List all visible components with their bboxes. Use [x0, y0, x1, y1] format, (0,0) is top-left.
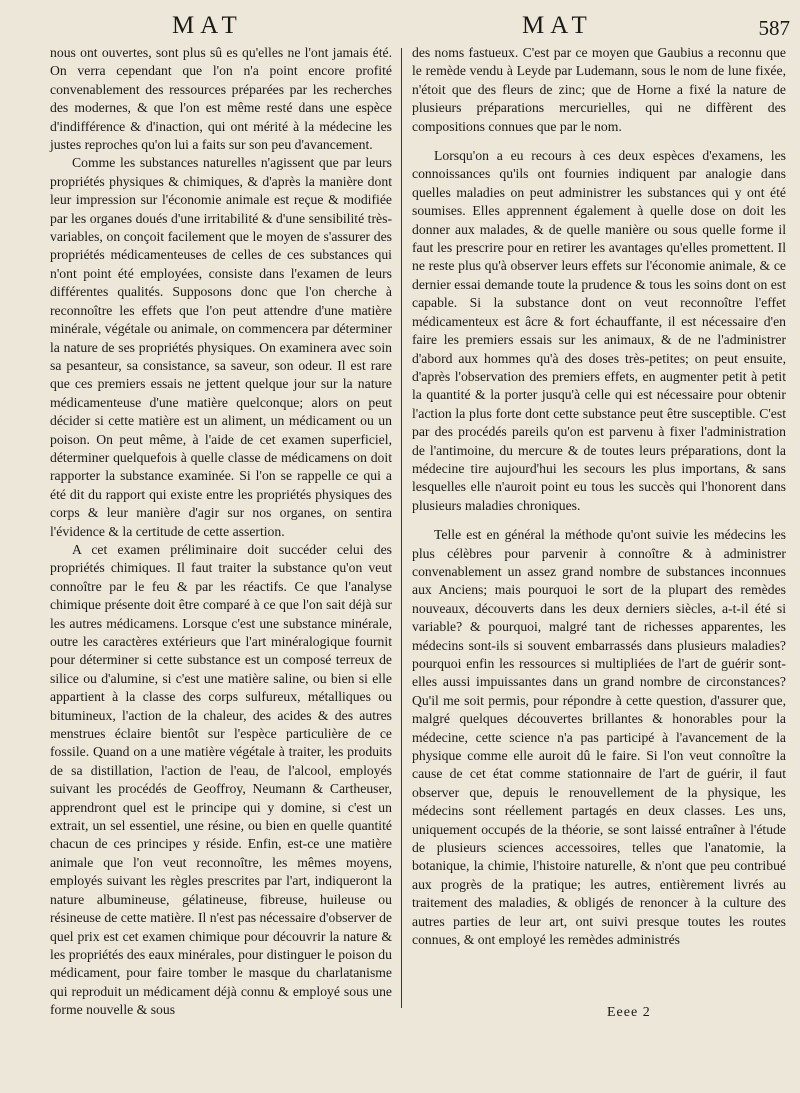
- column-rule: [401, 48, 402, 1008]
- right-column: [412, 44, 786, 950]
- paragraph: A cet examen préliminaire doit succéder celui des propriétés chimiques. Il faut traiter la substance qu'on veut connoître par le feu & par les réactifs. Ce que l'analyse chimique présente doit être comparé à ce que l'on sait déjà sur les autres médicamens. Lorsque c'est une substance minérale, outre les caractères extérieurs que l'art minéralogique fournit pour déterminer si cette substance est un composé terreux de silice ou d'alumine, si c'est une matière saline, ou bien si elle appartient à la classe des corps sulfureux, métalliques ou bitumineux, l'action de la chaleur, des acides & des autres menstrues éclaire bientôt sur l'espèce particulière de ce fossile. Quand on a une matière végétale à traiter, les produits de sa distillation, l'action de l'eau, de l'alcool, employés suivant les procédés de Geoffroy, Neumann & Cartheuser, apprendront quel est le principe qui y domine, si c'est un extrait, un sel essentiel, une résine, ou bien en quelle quantité chacun de ces principes y réside. Enfin, est-ce une matière animale que l'on veut reconnoître, les mêmes moyens, employés suivant les règles prescrites par l'art, indiqueront la nature albumineuse, gélatineuse, fibreuse, huileuse ou résineuse de cette matière. Il n'est pas nécessaire d'observer de quel prix est cet examen chimique pour découvrir la nature & les propriétés des eaux minérales, pour distinguer le poison du médicament, pour faire tomber le masque du charlatanisme qui reproduit un médicament déjà connu & employé sous une forme nouvelle & sous: [50, 541, 392, 1018]
- paragraph: Comme les substances naturelles n'agissent que par leurs propriétés physiques & chimiques, & d'après la manière dont leur impression sur l'économie animale est reçue & modifiée par les organes doués d'une irritabilité & d'une sensibilité très-variables, on conçoit facilement que le moyen de s'assurer des propriétés médicamenteuses de celles de ces substances qui n'ont point été employées, consiste dans l'examen de leurs différentes qualités. Supposons donc que l'on cherche à reconnoître les effets que l'on peut attendre d'une matière minérale, végétale ou animale, on commencera par déterminer la nature de ses propriétés physiques. On examinera avec soin sa pesanteur, sa consistance, sa saveur, son odeur. Il est rare que ces premiers essais ne jettent quelque jour sur la nature médicamenteuse d'une matière quelconque; alors on peut décider si cette matière est un aliment, un médicament ou un poison. On peut même, à l'aide de cet examen superficiel, déterminer quelquefois à quelle classe de médicamens on doit rapporter la substance examinée. Si l'on se rappelle ce qui a été dit du rapport qui existe entre les propriétés physiques des corps & leur manière d'agir sur nos organes, on sentira l'évidence & la certitude de cette assertion.: [50, 155, 392, 539]
- running-header: [0, 10, 800, 46]
- page-number: 587: [758, 16, 790, 40]
- signature-mark: Eeee 2: [607, 1005, 651, 1020]
- left-column: [50, 44, 392, 1020]
- headword-right: MAT: [522, 12, 593, 39]
- paragraph: Lorsqu'on a eu recours à ces deux espèces d'examens, les connoissances qu'ils ont fournies indiquent par analogie dans quelles maladies on peut administrer les substances qui y ont été soumises. Elles apprennent également à quelle dose on doit les donner aux malades, & de quelle manière ou sous quelle forme il faut les prescrire pour en retirer les avantages qu'elles promettent. Il ne reste plus qu'à observer leurs effets sur l'économie animale, & ce dernier essai demande toute la prudence & tous les soins dont on est capable. Si la substance dont on veut reconnoître l'effet médicamenteux est âcre & fort échauffante, il est nécessaire d'en faire les premiers essais sur les animaux, & de ne l'administrer d'abord aux hommes qu'à des doses très-petites; on peut ensuite, d'après l'observation des premiers effets, en augmenter petit à petit la quantité & la porter jusqu'à celle qui est nécessaire pour obtenir l'action la plus forte dont cette substance peut être susceptible. C'est par des procédés pareils qu'on est parvenu à fixer l'administration de l'antimoine, du mercure & de toutes leurs préparations, dont la médecine tire aujourd'hui les secours les plus importans, & sans lesquelles elle n'auroit point eu tous les succès qui l'honorent dans plusieurs maladies chroniques.: [412, 148, 786, 513]
- paragraph: nous ont ouvertes, sont plus sû es qu'elles ne l'ont jamais été. On verra cependant que l'on n'a point encore profité convenablement des ressources préparées par les recherches des modernes, & que l'on est même resté dans une espèce d'indifférence & d'inaction, qui ont mérité à la médecine les justes reproches qu'on lui a faits sur son peu d'avancement.: [50, 45, 392, 153]
- paragraph: des noms fastueux. C'est par ce moyen que Gaubius a reconnu que le remède vendu à Leyde par Ludemann, sous le nom de lune fixée, n'étoit que des fleurs de zinc; que de Horne a fixé la nature de plusieurs préparations mercurielles, qui ne diffèrent des compositions connues que par le nom.: [412, 45, 786, 134]
- headword-left: MAT: [172, 12, 243, 39]
- paragraph: Telle est en général la méthode qu'ont suivie les médecins les plus célèbres pour parvenir à connoître & à administrer convenablement un assez grand nombre de substances inconnues aux Anciens; mais pourquoi le sort de la plupart des remèdes nouveaux, découverts dans les deux derniers siècles, a-t-il été si variable? & pourquoi, malgré tant de richesses apparentes, les médecins sont-ils si souvent embarrassés dans plusieurs maladies? pourquoi enfin les ressources si multipliées de l'art de guérir sont-elles aussi impuissantes dans un grand nombre de circonstances? Qu'il me soit permis, pour répondre à cette question, d'assurer que, malgré quelques découvertes brillantes & honorables pour la médecine, cette science n'a pas participé à l'avancement de la physique comme elle auroit dû le faire. Si l'on veut connoître la cause de cet état comme stationnaire de l'art de guérir, il faut observer que, depuis le renouvellement de la physique, les médecins sont réellement partagés en deux classes. Les uns, uniquement occupés de la théorie, se sont laissé entraîner à l'étude de plusieurs sciences accessoires, telles que l'anatomie, la botanique, la chimie, l'histoire naturelle, & n'ont que peu contribué aux progrès de la pratique; les autres, entièrement livrés au traitement des maladies, & obligés de renoncer à la culture des autres parties de leur art, ont suivi presque toutes les routes connues, & ont employé les remèdes administrés: [412, 527, 786, 948]
